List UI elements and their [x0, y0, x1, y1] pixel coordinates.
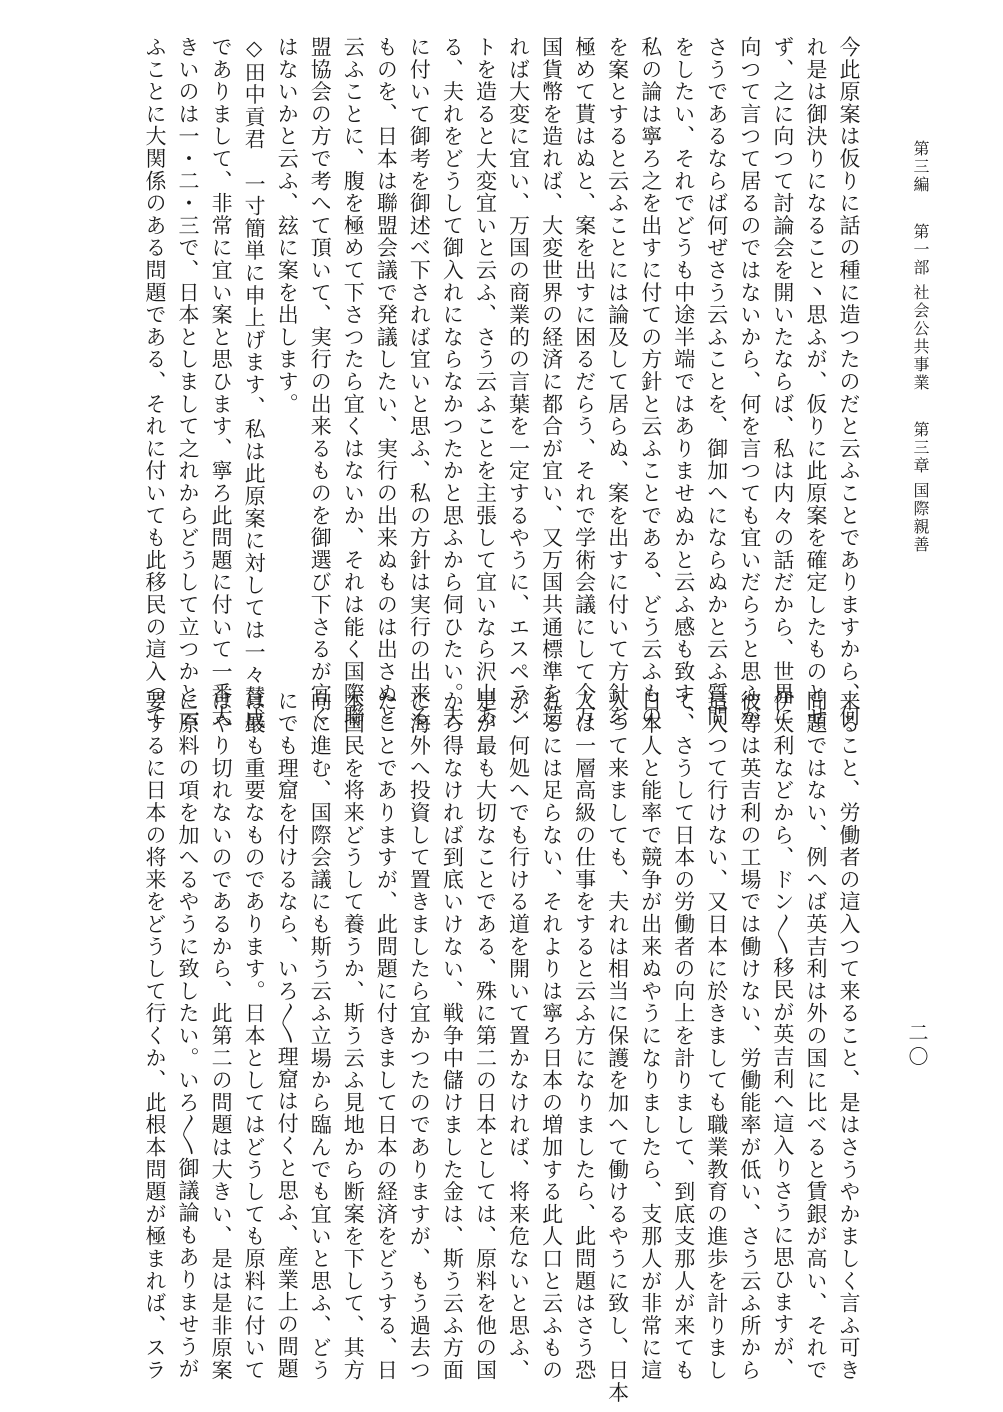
text-column: さうであるならば何ぜさう云ふことを、御加へにならぬかと云ふ質問 — [704, 36, 729, 728]
text-column: 来ること、労働者の這入つて来ること、是はさうやかましく言ふ可き — [836, 690, 861, 1382]
text-column: 向に進む、国際会議にも斯う云ふ立場から臨んでも宜いと思ふ、どう — [308, 690, 333, 1382]
text-column: 盟協会の方で考へて頂いて、実行の出来るものを御選び下さるが宜く — [308, 36, 333, 728]
text-column: ず、之に向つて討論会を開いたならば、私は内々の話だから、世界に — [770, 36, 795, 728]
text-column: たことでありますが、此問題に付きまして日本の経済をどうする、日 — [374, 690, 399, 1382]
text-column: に原料の項を加へるやうに致したい。いろ〳〵御議論もありませうが — [176, 690, 201, 1380]
text-column: 是が最も大切なことである、殊に第二の日本としては、原料を他の国 — [473, 690, 498, 1382]
text-column: ものを、日本は聯盟会議で発議したい、実行の出来ぬものは出さぬと — [374, 36, 399, 728]
text-column: ◇田中貢君 一寸簡単に申上げます、私は此原案に対しては一々賛成 — [242, 36, 267, 731]
text-column: 云ふことに、腹を極めて下さつたら宜くはないか、それは能く国際聯 — [341, 36, 366, 728]
text-column: 向つて言つて居るのではないから、何を言つても宜いだらうと思ふが — [737, 36, 762, 728]
text-column: 日本人と能率で競争が出来ぬやうになりましたら、支那人が非常に這 — [638, 690, 663, 1382]
text-column: をしたい、それでどうも中途半端ではありませぬかと云ふ感も致す、 — [671, 36, 696, 728]
text-column: 彼等は英吉利の工場では働けない、労働能率が低い、さう云ふ所から — [737, 690, 762, 1382]
text-column: 這入つて行けない、又日本に於きましても職業教育の進歩を計りまし — [704, 690, 729, 1382]
text-column: れ是は御決りになること丶思ふが、仮りに此原案を確定したものとせ — [803, 36, 828, 728]
text-column: でありまして、非常に宜い案と思ひます、寧ろ此問題に付いて一番大 — [209, 36, 234, 728]
text-column: 人は一層高級の仕事をすると云ふ方になりましたら、此問題はさう恐 — [572, 690, 597, 1382]
text-column: 極めて貰はぬと、案を出すに困るだらう、それで学術会議にして今万 — [572, 36, 597, 728]
text-column: 国貨幣を造れば、大変世界の経済に都合が宜い、又万国共通標準を造 — [539, 36, 564, 728]
text-column: れば大変に宜い、万国の商業的の言葉を一定するやうに、エスペラン — [506, 36, 531, 728]
text-column: 本国民を将来どうして養うか、斯う云ふ見地から断案を下して、其方 — [341, 690, 366, 1382]
text-column: を案とすると云ふことには論及して居らぬ、案を出すに付いて方針を — [605, 36, 630, 728]
top-text-block — [140, 36, 864, 731]
text-column: が、何処へでも行ける道を開いて置かなければ、将来危ないと思ふ、 — [506, 690, 531, 1382]
text-column: は最も重要なものであります。日本としてはどうしても原料に付いて — [242, 690, 267, 1382]
page-number: 二〇 — [905, 1022, 929, 1070]
bottom-text-block — [140, 690, 864, 1404]
text-column: に海外へ投資して置きましたら宜かつたのでありますが、もう過去つ — [407, 690, 432, 1382]
text-column: ふことに大関係のある問題である、それに付いても此移民の這入つて — [143, 36, 167, 728]
text-column: に付いて御考を御述べ下されば宜いと思ふ、私の方針は実行の出来る — [407, 36, 432, 728]
text-column: トを造ると大変宜いと云ふ、さう云ふことを主張して宜いなら沢山あ — [473, 36, 498, 728]
running-header — [898, 140, 932, 660]
text-column: はないかと云ふ、玆に案を出します。 — [275, 36, 300, 416]
text-column: て、さうして日本の労働者の向上を計りまして、到底支那人が来ても — [671, 690, 696, 1382]
text-column: 要するに日本の将来をどうして行くか、此根本問題が極まれば、スラ — [143, 690, 167, 1382]
header-section: 第一部 社会公共事業 — [911, 223, 930, 393]
text-column: れるには足らない、それよりは寧ろ日本の増加する此人口と云ふもの — [539, 690, 564, 1382]
header-chapter: 第三章 国際親善 — [911, 421, 930, 555]
header-part: 第三編 — [911, 140, 930, 194]
text-column: 入つて来ましても、夫れは相当に保護を加へて働けるやうに致し、日本 — [605, 690, 630, 1404]
text-column: 問題ではない、例へば英吉利は外の国に比べると賃銀が高い、それで — [803, 690, 828, 1382]
text-column: から得なければ到底いけない、戦争中儲けました金は、斯う云ふ方面 — [440, 690, 465, 1382]
text-column: 伊太利などから、ドン〳〵移民が英吉利へ這入りさうに思ひますが、 — [770, 690, 795, 1380]
text-column: にでも理窟を付けるなら、いろ〳〵理窟は付くと思ふ、産業上の問題 — [275, 690, 300, 1380]
text-column: きいのは一・二・三で、日本としまして之れからどうして立つかと云 — [176, 36, 201, 728]
text-column: 今此原案は仮りに話の種に造つたのだと云ふことでありますから、何 — [836, 36, 861, 728]
text-column: 私の論は寧ろ之を出すに付ての方針と云ふことである、どう云ふもの — [638, 36, 663, 728]
text-column: る、夫れをどうして御入れにならなかつたかと思ふから伺ひたい。夫 — [440, 36, 465, 728]
text-column: はやり切れないのであるから、此第二の問題は大きい、是は是非原案 — [209, 690, 234, 1382]
